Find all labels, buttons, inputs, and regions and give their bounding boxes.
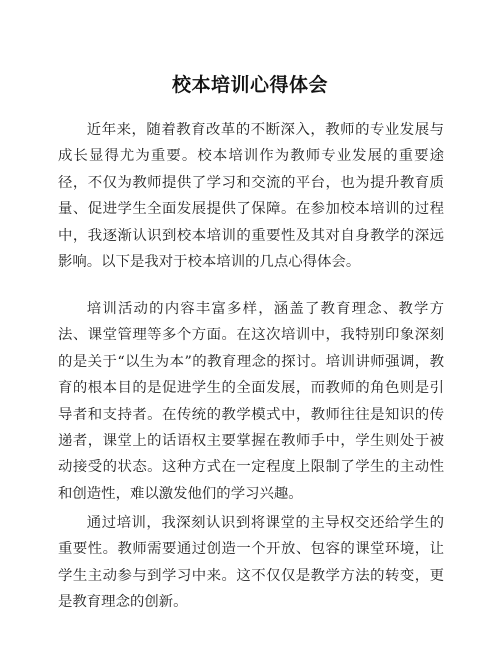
document-title: 校本培训心得体会 (171, 73, 328, 96)
paragraph-intro: 近年来，随着教育改革的不断深入，教师的专业发展与成长显得尤为重要。校本培训作为教师专业发展的重要途径，不仅为教师提供了学习和交流的平台，也为提升教育质量、促进学生全面发展提供了保障。在参加校本培训的过程中，我逐渐认识到校本培训的重要性及其对自身教学的深远影响。以下是我对于校本培训的几点心得体会。 (58, 122, 444, 271)
paragraph-student-centered: 通过培训，我深刻认识到将课堂的主导权交还给学生的重要性。教师需要通过创造一个开放、包容的课堂环境，让学生主动参与到学习中来。这不仅仅是教学方法的转变，更是教育理念的创新。 (58, 515, 444, 611)
paragraph-training-content: 培训活动的内容丰富多样，涵盖了教育理念、教学方法、课堂管理等多个方面。在这次培训中，我特别印象深刻的是关于“以生为本”的教育理念的探讨。培训讲师强调，教育的根本目的是促进学生的全面发展，而教师的角色则是引导者和支持者。在传统的教学模式中，教师往往是知识的传递者，课堂上的话语权主要掌握在教师手中，学生则处于被动接受的状态。这种方式在一定程度上限制了学生的主动性和创造性，难以激发他们的学习兴趣。 (58, 301, 444, 502)
